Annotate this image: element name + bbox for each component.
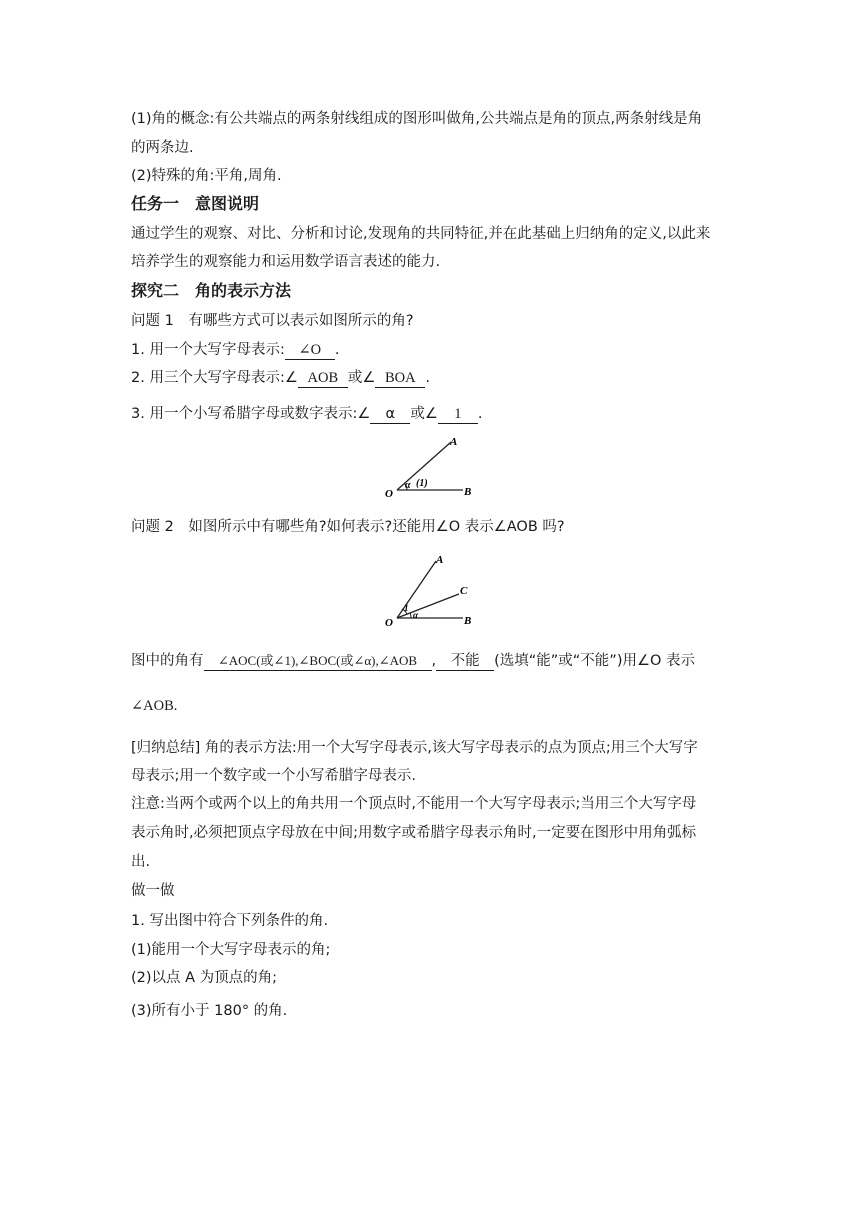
- method-3-suffix: .: [477, 406, 483, 422]
- label-one: 1: [404, 603, 409, 613]
- label-alpha: α: [405, 480, 411, 491]
- method-2-answer-1: AOB: [298, 369, 348, 388]
- label-O: O: [385, 617, 393, 629]
- practice-line-4: (3)所有小于 180° 的角.: [131, 1003, 288, 1019]
- question-2-answer-end: ∠AOB.: [131, 698, 178, 714]
- note-line-2: 表示角时,必须把顶点字母放在中间;用数字或希腊字母表示角时,一定要在图形中用角弧标: [131, 825, 697, 841]
- method-2-mid: 或∠: [347, 370, 376, 386]
- method-1-prefix: 1. 用一个大写字母表示:: [131, 342, 285, 358]
- label-B: B: [464, 615, 472, 627]
- method-2-prefix: 2. 用三个大写字母表示:∠: [131, 370, 298, 386]
- answer-suffix: (选填“能”或“不能”)用∠O 表示: [494, 653, 695, 669]
- angle-figure-2: [380, 548, 490, 632]
- answer-can-or-cannot: 不能: [436, 652, 494, 671]
- label-one: (1): [416, 478, 428, 489]
- answer-angles: ∠AOC(或∠1),∠BOC(或∠α),∠AOB: [204, 652, 432, 671]
- label-O: O: [385, 488, 393, 500]
- practice-line-1: 1. 写出图中符合下列条件的角.: [131, 913, 329, 929]
- task1-line-2: 培养学生的观察能力和运用数学语言表述的能力.: [131, 254, 441, 270]
- summary-line-1: [归纳总结] 角的表示方法:用一个大写字母表示,该大写字母表示的点为顶点;用三个大写字: [131, 740, 698, 756]
- practice-line-2: (1)能用一个大写字母表示的角;: [131, 942, 331, 958]
- method-2-suffix: .: [425, 370, 430, 386]
- method-1-suffix: .: [334, 342, 340, 358]
- method-2: [131, 367, 430, 389]
- summary-line-2: 母表示;用一个数字或一个小写希腊字母表示.: [131, 768, 416, 784]
- concept-line-3: (2)特殊的角:平角,周角.: [131, 168, 282, 184]
- question-1: 问题 1 有哪些方式可以表示如图所示的角?: [131, 313, 414, 329]
- method-2-answer-2: BOA: [375, 369, 425, 388]
- label-A: A: [436, 554, 444, 566]
- note-line-3: 出.: [131, 854, 151, 870]
- method-3-mid: 或∠: [410, 406, 438, 422]
- label-C: C: [460, 585, 468, 597]
- method-1-answer: ∠O: [285, 341, 335, 360]
- method-3: [131, 403, 482, 425]
- label-A: A: [450, 436, 458, 448]
- angle-figure-1: [380, 432, 490, 504]
- concept-line-1: (1)角的概念:有公共端点的两条射线组成的图形叫做角,公共端点是角的顶点,两条射线是角: [131, 111, 703, 127]
- concept-line-2: 的两条边.: [131, 140, 194, 156]
- method-3-answer-1: α: [370, 405, 410, 424]
- method-3-prefix: 3. 用一个小写希腊字母或数字表示:∠: [131, 406, 371, 422]
- angle-arc-alpha: [410, 613, 411, 618]
- task1-line-1: 通过学生的观察、对比、分析和讨论,发现角的共同特征,并在此基础上归纳角的定义,以此来: [131, 226, 711, 242]
- method-1: [131, 339, 339, 361]
- method-3-answer-2: 1: [438, 405, 478, 424]
- label-B: B: [464, 486, 472, 498]
- practice-line-3: (2)以点 A 为顶点的角;: [131, 970, 278, 986]
- answer-prefix: 图中的角有: [131, 653, 204, 669]
- question-2-answer: [131, 650, 695, 672]
- task1-heading: 任务一 意图说明: [131, 194, 260, 213]
- note-line-1: 注意:当两个或两个以上的角共用一个顶点时,不能用一个大写字母表示;当用三个大写字母: [131, 796, 697, 812]
- practice-heading: 做一做: [131, 883, 175, 899]
- explore2-heading: 探究二 角的表示方法: [131, 281, 292, 300]
- question-2: 问题 2 如图所示中有哪些角?如何表示?还能用∠O 表示∠AOB 吗?: [131, 519, 565, 535]
- answer-comma: ,: [431, 653, 437, 669]
- label-alpha: α: [413, 610, 418, 620]
